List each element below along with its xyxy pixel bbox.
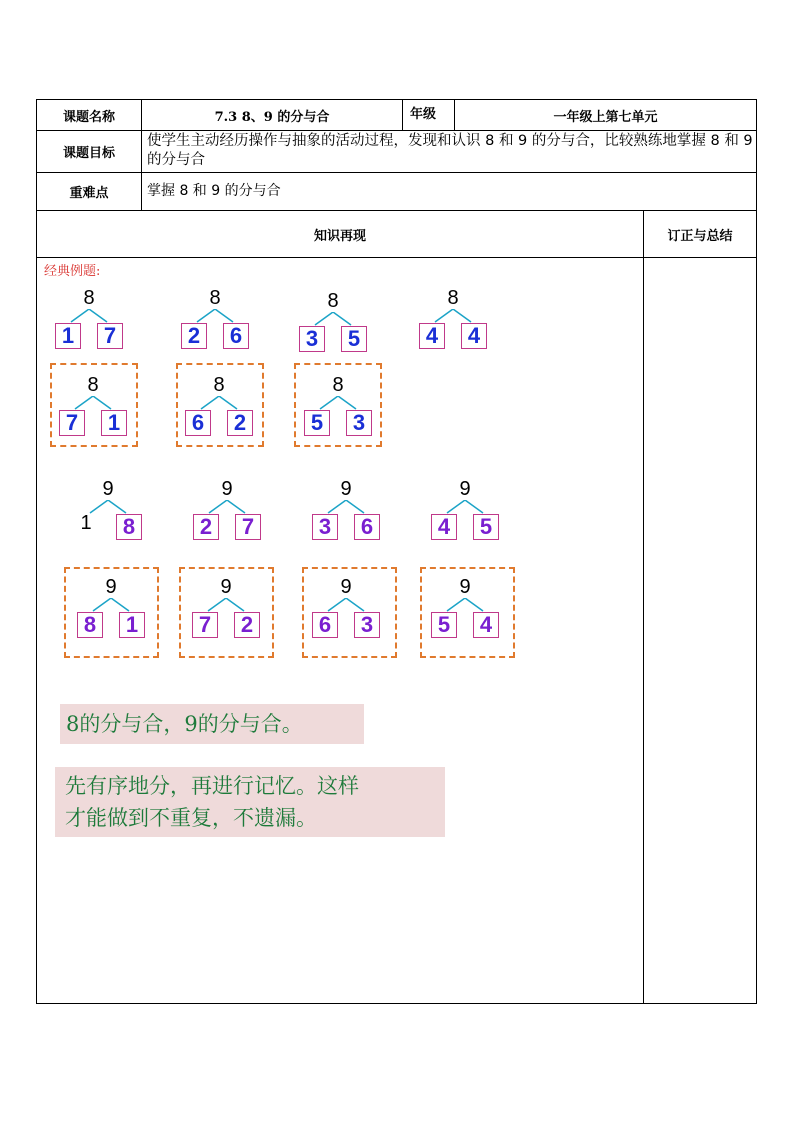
- topic-value: 7.3 8、9 的分与合: [214, 109, 330, 125]
- nine-row1-3-part-right: 6: [354, 514, 380, 540]
- eight-row1-2-part-left: 2: [181, 323, 207, 349]
- nine-row2-2-branch-lines: [202, 598, 250, 612]
- nine-row1-1-part-left: 1: [80, 512, 92, 534]
- goal-label: 课题目标: [62, 146, 115, 161]
- key-label: 重难点: [69, 186, 109, 201]
- nine-row2-3-part-right: 3: [354, 612, 380, 638]
- topic-label: 课题名称: [62, 109, 115, 125]
- nine-row1-1-part-right: 8: [116, 514, 142, 540]
- note-method-line2: 才能做到不重复，不遗漏。: [65, 806, 317, 830]
- eight-row2-3-part-right: 3: [346, 410, 372, 436]
- eight-row1-4-whole: 8: [447, 287, 459, 309]
- nine-row2-4-branch-lines: [441, 598, 489, 612]
- eight-row1-4-part-left: 4: [419, 323, 445, 349]
- goal-value: 使学生主动经历操作与抽象的活动过程，发现和认识 8 和 9 的分与合，比较熟练地掌握 8 和 9 的分与合: [147, 133, 753, 168]
- eight-row1-1-whole: 8: [83, 287, 95, 309]
- eight-row1-3-part-left: 3: [299, 326, 325, 352]
- eight-row2-3-branch-lines: [314, 396, 362, 410]
- nine-row2-2-whole: 9: [220, 576, 232, 598]
- eight-row1-3-whole: 8: [327, 290, 339, 312]
- eight-row1-1-part-right: 7: [97, 323, 123, 349]
- nine-row1-1-whole: 9: [102, 478, 114, 500]
- nine-row2-2-part-left: 7: [192, 612, 218, 638]
- nine-row2-4-part-right: 4: [473, 612, 499, 638]
- eight-row2-2-branch-lines: [195, 396, 243, 410]
- section-title: 经典例题:: [44, 264, 101, 279]
- eight-row1-2-branch-lines: [191, 309, 239, 323]
- note-method: [55, 767, 445, 837]
- nine-row2-1-part-left: 8: [77, 612, 103, 638]
- nine-row1-2-part-right: 7: [235, 514, 261, 540]
- nine-row1-3-part-left: 3: [312, 514, 338, 540]
- eight-row2-2-part-left: 6: [185, 410, 211, 436]
- nine-row1-4-part-left: 4: [431, 514, 457, 540]
- grade-label: 年级: [410, 107, 437, 122]
- nine-row2-4-part-left: 5: [431, 612, 457, 638]
- eight-row1-1-branch-lines: [65, 309, 113, 323]
- eight-row2-1-part-right: 1: [101, 410, 127, 436]
- note-summary: 8的分与合，9的分与合。: [60, 704, 364, 744]
- eight-row2-1-whole: 8: [87, 374, 99, 396]
- eight-row1-4-branch-lines: [429, 309, 477, 323]
- nine-row1-4-branch-lines: [441, 500, 489, 514]
- eight-row1-3-branch-lines: [309, 312, 357, 326]
- nine-row2-3-branch-lines: [322, 598, 370, 612]
- knowledge-label: 知识再现: [313, 228, 366, 244]
- eight-row1-2-whole: 8: [209, 287, 221, 309]
- nine-row1-2-part-left: 2: [193, 514, 219, 540]
- nine-row1-3-branch-lines: [322, 500, 370, 514]
- eight-row2-1-part-left: 7: [59, 410, 85, 436]
- eight-row2-3-part-left: 5: [304, 410, 330, 436]
- correction-label: 订正与总结: [667, 228, 733, 244]
- eight-row2-1-branch-lines: [69, 396, 117, 410]
- nine-row1-4-part-right: 5: [473, 514, 499, 540]
- nine-row2-3-part-left: 6: [312, 612, 338, 638]
- nine-row2-1-part-right: 1: [119, 612, 145, 638]
- eight-row1-4-part-right: 4: [461, 323, 487, 349]
- eight-row2-2-whole: 8: [213, 374, 225, 396]
- eight-row2-2-part-right: 2: [227, 410, 253, 436]
- eight-row1-3-part-right: 5: [341, 326, 367, 352]
- nine-row2-3-whole: 9: [340, 576, 352, 598]
- nine-row2-1-branch-lines: [87, 598, 135, 612]
- nine-row1-2-whole: 9: [221, 478, 233, 500]
- nine-row2-4-whole: 9: [459, 576, 471, 598]
- nine-row2-2-part-right: 2: [234, 612, 260, 638]
- eight-row1-2-part-right: 6: [223, 323, 249, 349]
- nine-row1-2-branch-lines: [203, 500, 251, 514]
- eight-row2-3-whole: 8: [332, 374, 344, 396]
- nine-row2-1-whole: 9: [105, 576, 117, 598]
- key-value: 掌握 8 和 9 的分与合: [147, 183, 281, 199]
- nine-row1-3-whole: 9: [340, 478, 352, 500]
- note-method-line1: 先有序地分，再进行记忆。这样: [65, 774, 359, 798]
- nine-row1-4-whole: 9: [459, 478, 471, 500]
- eight-row1-1-part-left: 1: [55, 323, 81, 349]
- grade-value: 一年级上第七单元: [553, 109, 658, 125]
